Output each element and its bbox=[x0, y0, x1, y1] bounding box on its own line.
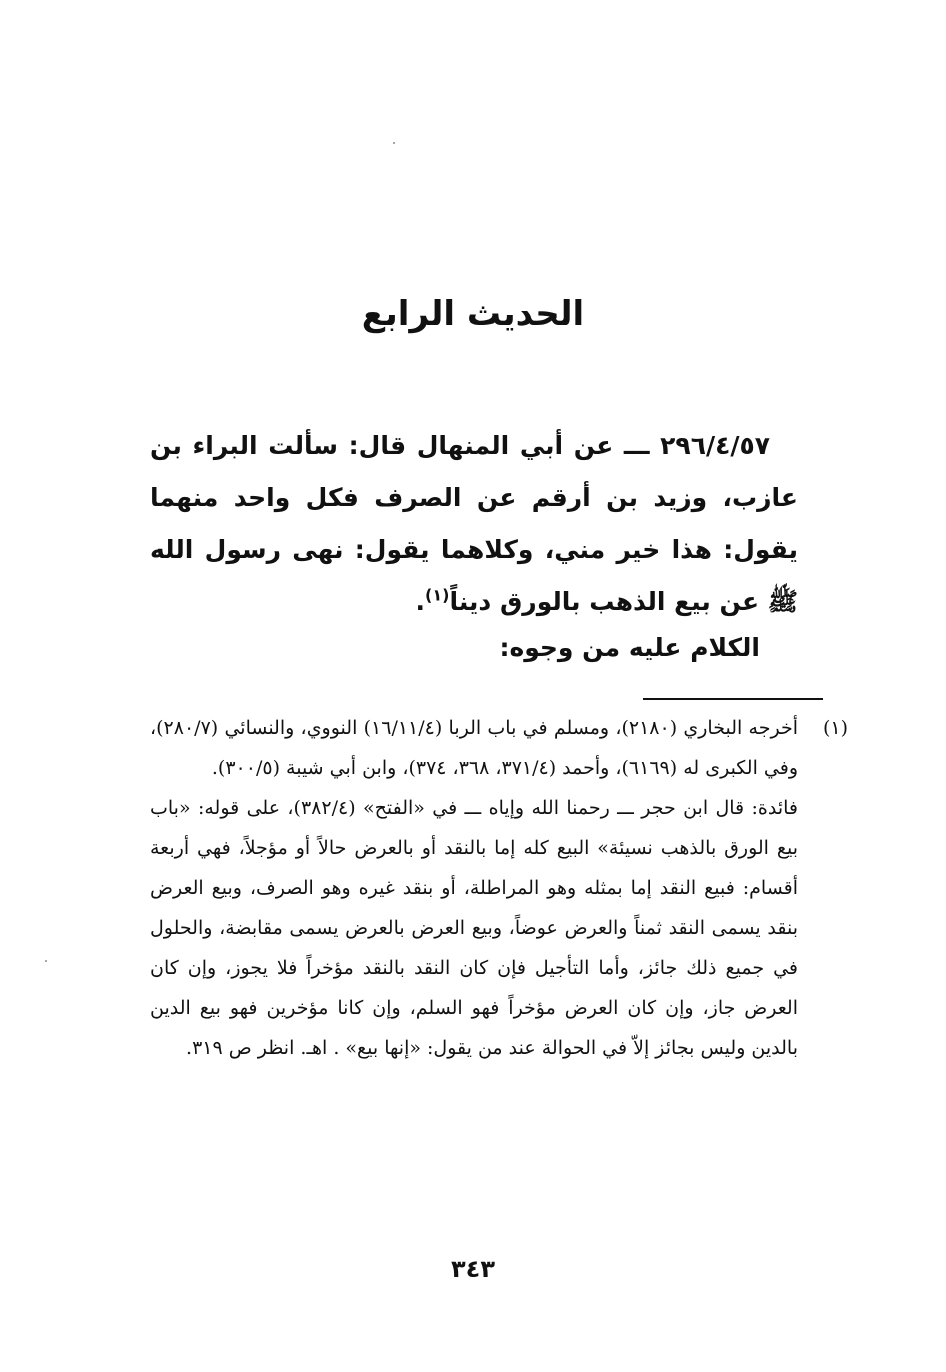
hadith-end-punctuation: . bbox=[415, 587, 426, 616]
footnote-citation: أخرجه البخاري (٢١٨٠)، ومسلم في باب الربا (١٦/١١/٤) النووي، والنسائي (٢٨٠/٧)، وفي الكبرى له (٦١٦٩)، وأحمد (٣٧١/٤، ٣٦٨، ٣٧٤)، وابن أبي شيبة (٣٠٠/٥). bbox=[150, 717, 798, 779]
hadith-text: ٢٩٦/٤/٥٧ ـــ عن أبي المنهال قال: سألت البراء بن عازب، وزيد بن أرقم عن الصرف فكل واحد منهما يقول: هذا خير مني، وكلاهما يقول: نهى رسول الله ﷺ عن بيع الذهب بالورق ديناً bbox=[150, 431, 798, 616]
footnote-number: (١) bbox=[822, 717, 848, 739]
footnote-item bbox=[150, 708, 848, 1068]
page-number: ٣٤٣ bbox=[451, 1255, 495, 1283]
hadith-text-line bbox=[150, 420, 798, 628]
footnote-benefit-note: فائدة: قال ابن حجر ـــ رحمنا الله وإياه ـــ في «الفتح» (٣٨٢/٤)، على قوله: «باب بيع الورق بالذهب نسيئة» البيع كله إما بالنقد أو بالعرض حالاً أو مؤجلاً، فهي أربعة أقسام: فبيع النقد إما بمثله وهو المراطلة، أو بنقد غيره وهو الصرف، وبيع العرض بنقد يسمى النقد ثمناً والعرض عوضاً، وبيع العرض بالعرض يسمى مقابضة، والحلول في جميع ذلك جائز، وأما التأجيل فإن كان النقد بالنقد مؤخراً فلا يجوز، وإن كان العرض جاز، وإن كان العرض مؤخراً فهو السلم، وإن كانا مؤخرين فهو بيع الدين بالدين وليس بجائز إلاّ في الحوالة عند من يقول: «إنها بيع» . اهـ. انظر ص ٣١٩. bbox=[150, 797, 798, 1059]
commentary-subheading: الكلام عليه من وجوه: bbox=[499, 633, 760, 662]
footnotes-section bbox=[150, 708, 848, 1068]
scan-speck bbox=[393, 142, 395, 144]
footnote-reference: (١) bbox=[425, 585, 450, 605]
scan-speck bbox=[45, 960, 47, 962]
footnote-separator bbox=[643, 698, 823, 700]
chapter-heading: الحديث الرابع bbox=[361, 294, 585, 334]
hadith-paragraph bbox=[150, 420, 798, 628]
